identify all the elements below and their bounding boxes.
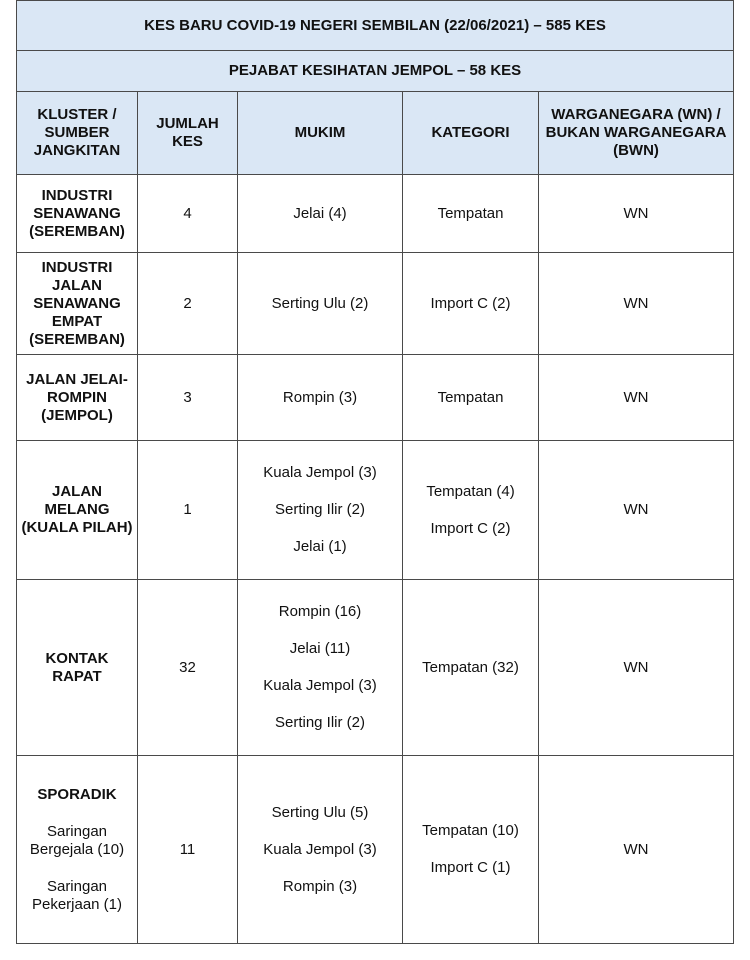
kategori-cell [403,580,539,756]
mukim-entry: Serting Ulu (2) [271,294,369,312]
mukim-entry: Kuala Jempol (3) [263,840,377,858]
header-mukim: MUKIM [238,92,403,175]
kluster-cell: INDUSTRI SENAWANG (SEREMBAN) [17,175,138,253]
header-warga: WARGANEGARA (WN) / BUKAN WARGANEGARA (BWN) [539,92,734,175]
table-title: KES BARU COVID-19 NEGERI SEMBILAN (22/06/2021) – 585 KES [17,1,734,51]
header-kategori: KATEGORI [403,92,539,175]
table-row [17,175,734,253]
mukim-entry: Jelai (1) [293,538,347,555]
header-row [17,92,734,175]
mukim-entry: Rompin (3) [282,877,358,895]
table-row [17,253,734,355]
mukim-entry: Jelai (11) [289,640,351,657]
kluster-cell: KONTAK RAPAT [17,580,138,756]
mukim-entry: Serting Ilir (2) [274,714,366,731]
kategori-entry: Import C (1) [430,859,511,876]
kluster-sub-entry: Saringan Bergejala (10) [29,822,125,858]
kategori-entry: Import C (2) [430,294,511,312]
subtitle-row [17,51,734,92]
mukim-cell [238,441,403,580]
mukim-cell [238,355,403,441]
kategori-entry: Tempatan (4) [426,482,515,500]
jumlah-cell: 11 [138,756,238,944]
jumlah-cell: 32 [138,580,238,756]
kategori-cell [403,355,539,441]
kategori-cell [403,441,539,580]
kluster-label: SPORADIK [37,785,117,803]
table-row [17,756,734,944]
mukim-entry: Kuala Jempol (3) [263,464,377,481]
kategori-entry: Tempatan (32) [422,658,519,676]
warga-cell: WN [539,756,734,944]
jumlah-cell: 1 [138,441,238,580]
kluster-sub-entry: Saringan Pekerjaan (1) [31,877,123,913]
mukim-cell [238,756,403,944]
mukim-entry: Serting Ulu (5) [271,803,369,821]
title-row [17,1,734,51]
table-row [17,355,734,441]
jumlah-cell: 4 [138,175,238,253]
mukim-entry: Serting Ilir (2) [274,501,366,518]
mukim-entry: Rompin (3) [282,388,358,406]
covid-case-table [16,0,734,944]
kategori-cell [403,175,539,253]
jumlah-cell: 3 [138,355,238,441]
kategori-entry: Tempatan (10) [422,822,519,839]
mukim-entry: Rompin (16) [278,603,362,620]
kluster-cell: INDUSTRI JALAN SENAWANG EMPAT (SEREMBAN) [17,253,138,355]
table-row [17,580,734,756]
mukim-entry: Kuala Jempol (3) [263,677,377,694]
table-row [17,441,734,580]
kluster-cell: JALAN MELANG (KUALA PILAH) [17,441,138,580]
kluster-cell [17,756,138,944]
mukim-entry: Jelai (4) [293,204,347,222]
header-kluster: KLUSTER / SUMBER JANGKITAN [17,92,138,175]
mukim-cell [238,580,403,756]
kategori-entry: Import C (2) [430,519,511,537]
warga-cell: WN [539,175,734,253]
jumlah-cell: 2 [138,253,238,355]
kategori-cell [403,756,539,944]
warga-cell: WN [539,355,734,441]
table-subtitle: PEJABAT KESIHATAN JEMPOL – 58 KES [17,51,734,92]
kategori-entry: Tempatan [437,204,504,222]
mukim-cell [238,253,403,355]
warga-cell: WN [539,253,734,355]
kategori-cell [403,253,539,355]
kluster-cell: JALAN JELAI-ROMPIN (JEMPOL) [17,355,138,441]
mukim-cell [238,175,403,253]
kategori-entry: Tempatan [437,388,504,406]
warga-cell: WN [539,580,734,756]
warga-cell: WN [539,441,734,580]
covid-case-table-wrapper [16,0,733,944]
header-jumlah: JUMLAH KES [138,92,238,175]
